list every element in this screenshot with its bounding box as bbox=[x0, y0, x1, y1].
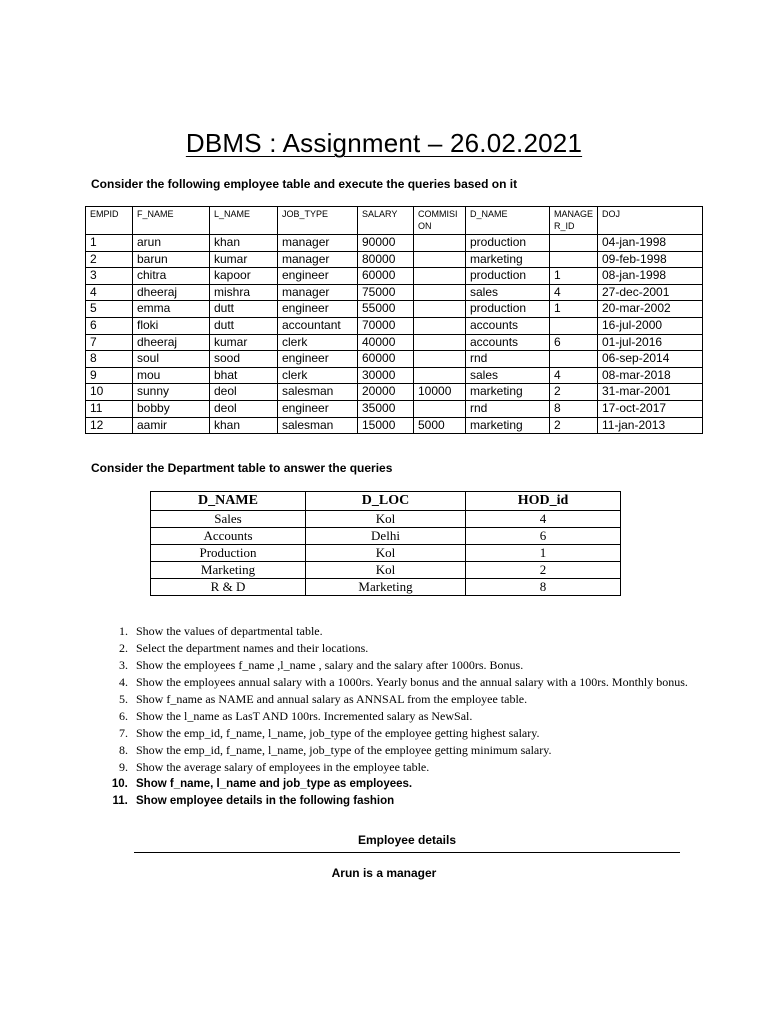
employee-table-header bbox=[86, 207, 703, 235]
table-cell: 2 bbox=[86, 251, 133, 268]
table-cell: dheeraj bbox=[133, 334, 210, 351]
table-cell: deol bbox=[210, 384, 278, 401]
table-cell: 60000 bbox=[358, 268, 414, 285]
table-cell: 4 bbox=[86, 284, 133, 301]
table-cell: 70000 bbox=[358, 317, 414, 334]
table-cell: dutt bbox=[210, 317, 278, 334]
table-cell: engineer bbox=[278, 400, 358, 417]
list-item: 8. Show the emp_id, f_name, l_name, job_type of the employee getting minimum salary. bbox=[131, 742, 691, 759]
table-cell: 11-jan-2013 bbox=[598, 417, 703, 434]
table-cell: mishra bbox=[210, 284, 278, 301]
table-cell: 27-dec-2001 bbox=[598, 284, 703, 301]
table-cell: manager bbox=[278, 251, 358, 268]
table-cell bbox=[414, 351, 466, 368]
table-cell bbox=[550, 317, 598, 334]
table-cell: Marketing bbox=[306, 579, 466, 596]
list-item: 7. Show the emp_id, f_name, l_name, job_type of the employee getting highest salary. bbox=[131, 725, 691, 742]
list-item: 10. Show f_name, l_name and job_type as employees. bbox=[131, 776, 691, 793]
table-cell: sales bbox=[466, 367, 550, 384]
table-cell: 16-jul-2000 bbox=[598, 317, 703, 334]
table-cell: soul bbox=[133, 351, 210, 368]
table-row bbox=[86, 301, 703, 318]
table-cell bbox=[414, 284, 466, 301]
table-cell: manager bbox=[278, 284, 358, 301]
table-row bbox=[86, 251, 703, 268]
list-item: 4. Show the employees annual salary with a 1000rs. Yearly bonus and the annual salary with a 100rs. Monthly bonus. bbox=[131, 674, 691, 691]
table-cell: 2 bbox=[550, 417, 598, 434]
table-row bbox=[151, 579, 621, 596]
page-title bbox=[0, 128, 768, 159]
table-cell: 20000 bbox=[358, 384, 414, 401]
table-cell: barun bbox=[133, 251, 210, 268]
table-cell: 6 bbox=[550, 334, 598, 351]
table-cell: Kol bbox=[306, 545, 466, 562]
table-cell: 75000 bbox=[358, 284, 414, 301]
table-cell bbox=[414, 301, 466, 318]
table-cell: rnd bbox=[466, 351, 550, 368]
table-cell: 90000 bbox=[358, 235, 414, 252]
table-row bbox=[151, 511, 621, 528]
table-cell: deol bbox=[210, 400, 278, 417]
table-cell: 35000 bbox=[358, 400, 414, 417]
employee-column-header: EMPID bbox=[86, 207, 133, 235]
table-cell: 1 bbox=[86, 235, 133, 252]
table-cell: accountant bbox=[278, 317, 358, 334]
table-cell: Kol bbox=[306, 562, 466, 579]
table-cell: 8 bbox=[550, 400, 598, 417]
query-list bbox=[110, 623, 691, 810]
table-cell: production bbox=[466, 235, 550, 252]
list-item: 1. Show the values of departmental table. bbox=[131, 623, 691, 640]
department-column-header: D_NAME bbox=[151, 492, 306, 511]
table-cell: 20-mar-2002 bbox=[598, 301, 703, 318]
table-cell: marketing bbox=[466, 417, 550, 434]
example-caption: Employee details bbox=[357, 833, 457, 847]
table-cell bbox=[414, 334, 466, 351]
table-cell: 6 bbox=[466, 528, 621, 545]
table-cell: chitra bbox=[133, 268, 210, 285]
table-cell: aamir bbox=[133, 417, 210, 434]
table-cell: 15000 bbox=[358, 417, 414, 434]
list-item: 2. Select the department names and their locations. bbox=[131, 640, 691, 657]
table-cell: marketing bbox=[466, 251, 550, 268]
table-row bbox=[151, 545, 621, 562]
table-cell: Kol bbox=[306, 511, 466, 528]
list-item: 6. Show the l_name as LasT AND 100rs. Incremented salary as NewSal. bbox=[131, 708, 691, 725]
department-column-header: D_LOC bbox=[306, 492, 466, 511]
table-cell: Production bbox=[151, 545, 306, 562]
table-cell bbox=[414, 367, 466, 384]
table-cell: arun bbox=[133, 235, 210, 252]
example-row: Arun is a manager bbox=[331, 866, 437, 880]
table-cell bbox=[414, 251, 466, 268]
table-cell: dutt bbox=[210, 301, 278, 318]
table-cell bbox=[550, 351, 598, 368]
table-row bbox=[86, 351, 703, 368]
employee-table-intro: Consider the following employee table and execute the queries based on it bbox=[91, 177, 518, 191]
table-cell: R & D bbox=[151, 579, 306, 596]
table-cell: 31-mar-2001 bbox=[598, 384, 703, 401]
table-cell: 2 bbox=[550, 384, 598, 401]
table-cell: 12 bbox=[86, 417, 133, 434]
table-cell: 10000 bbox=[414, 384, 466, 401]
table-cell: rnd bbox=[466, 400, 550, 417]
table-cell: 01-jul-2016 bbox=[598, 334, 703, 351]
table-cell: 17-oct-2017 bbox=[598, 400, 703, 417]
table-cell: khan bbox=[210, 235, 278, 252]
table-cell bbox=[414, 268, 466, 285]
title-text: DBMS : Assignment – 26.02.2021 bbox=[185, 128, 583, 158]
table-cell: accounts bbox=[466, 317, 550, 334]
table-cell: clerk bbox=[278, 334, 358, 351]
table-cell: 7 bbox=[86, 334, 133, 351]
table-row bbox=[86, 367, 703, 384]
table-cell: salesman bbox=[278, 384, 358, 401]
department-table bbox=[150, 491, 621, 596]
table-cell: Marketing bbox=[151, 562, 306, 579]
table-cell: 09-feb-1998 bbox=[598, 251, 703, 268]
table-row bbox=[151, 528, 621, 545]
table-cell: Delhi bbox=[306, 528, 466, 545]
table-cell: engineer bbox=[278, 268, 358, 285]
table-cell: mou bbox=[133, 367, 210, 384]
table-cell: 06-sep-2014 bbox=[598, 351, 703, 368]
list-item: 11. Show employee details in the following fashion bbox=[131, 793, 691, 810]
table-cell: 10 bbox=[86, 384, 133, 401]
table-row bbox=[86, 384, 703, 401]
table-cell: salesman bbox=[278, 417, 358, 434]
employee-column-header: MANAGER_ID bbox=[550, 207, 598, 235]
table-cell: bobby bbox=[133, 400, 210, 417]
table-row bbox=[86, 400, 703, 417]
list-item: 5. Show f_name as NAME and annual salary as ANNSAL from the employee table. bbox=[131, 691, 691, 708]
table-cell: 40000 bbox=[358, 334, 414, 351]
table-cell: 55000 bbox=[358, 301, 414, 318]
table-cell: 80000 bbox=[358, 251, 414, 268]
example-divider bbox=[134, 852, 680, 853]
list-item: 9. Show the average salary of employees in the employee table. bbox=[131, 759, 691, 776]
table-cell: floki bbox=[133, 317, 210, 334]
department-table-header bbox=[151, 492, 621, 511]
table-row bbox=[86, 268, 703, 285]
table-cell: 4 bbox=[550, 284, 598, 301]
table-cell: manager bbox=[278, 235, 358, 252]
table-cell: 5 bbox=[86, 301, 133, 318]
table-cell: marketing bbox=[466, 384, 550, 401]
table-cell: kumar bbox=[210, 334, 278, 351]
table-cell: 6 bbox=[86, 317, 133, 334]
table-cell: accounts bbox=[466, 334, 550, 351]
table-cell: clerk bbox=[278, 367, 358, 384]
table-cell: 04-jan-1998 bbox=[598, 235, 703, 252]
employee-column-header: SALARY bbox=[358, 207, 414, 235]
employee-column-header: DOJ bbox=[598, 207, 703, 235]
table-cell: khan bbox=[210, 417, 278, 434]
department-column-header: HOD_id bbox=[466, 492, 621, 511]
table-cell: 08-mar-2018 bbox=[598, 367, 703, 384]
table-cell: emma bbox=[133, 301, 210, 318]
table-cell: 1 bbox=[550, 268, 598, 285]
table-row bbox=[151, 562, 621, 579]
table-cell: 60000 bbox=[358, 351, 414, 368]
table-cell: bhat bbox=[210, 367, 278, 384]
table-cell: sunny bbox=[133, 384, 210, 401]
employee-column-header: D_NAME bbox=[466, 207, 550, 235]
table-row bbox=[86, 317, 703, 334]
table-cell: 2 bbox=[466, 562, 621, 579]
table-cell: engineer bbox=[278, 301, 358, 318]
table-cell bbox=[550, 251, 598, 268]
employee-table bbox=[85, 206, 703, 434]
table-row bbox=[86, 284, 703, 301]
table-cell: 8 bbox=[86, 351, 133, 368]
table-cell: production bbox=[466, 301, 550, 318]
table-cell: 30000 bbox=[358, 367, 414, 384]
table-cell: kumar bbox=[210, 251, 278, 268]
table-cell: sood bbox=[210, 351, 278, 368]
table-cell: 9 bbox=[86, 367, 133, 384]
table-cell: 08-jan-1998 bbox=[598, 268, 703, 285]
table-cell: 3 bbox=[86, 268, 133, 285]
table-cell: production bbox=[466, 268, 550, 285]
table-cell: dheeraj bbox=[133, 284, 210, 301]
table-cell: 5000 bbox=[414, 417, 466, 434]
table-cell: 4 bbox=[550, 367, 598, 384]
table-cell: 11 bbox=[86, 400, 133, 417]
table-cell: sales bbox=[466, 284, 550, 301]
table-cell: Sales bbox=[151, 511, 306, 528]
table-cell bbox=[414, 235, 466, 252]
table-cell: engineer bbox=[278, 351, 358, 368]
table-row bbox=[86, 235, 703, 252]
table-row bbox=[86, 417, 703, 434]
department-table-intro: Consider the Department table to answer the queries bbox=[91, 461, 393, 475]
employee-column-header: F_NAME bbox=[133, 207, 210, 235]
table-cell: 1 bbox=[550, 301, 598, 318]
table-cell: Accounts bbox=[151, 528, 306, 545]
table-cell bbox=[414, 400, 466, 417]
table-cell: 1 bbox=[466, 545, 621, 562]
table-row bbox=[86, 334, 703, 351]
employee-column-header: COMMISION bbox=[414, 207, 466, 235]
table-cell bbox=[414, 317, 466, 334]
employee-column-header: L_NAME bbox=[210, 207, 278, 235]
table-cell: 4 bbox=[466, 511, 621, 528]
table-cell bbox=[550, 235, 598, 252]
list-item: 3. Show the employees f_name ,l_name , salary and the salary after 1000rs. Bonus. bbox=[131, 657, 691, 674]
table-cell: 8 bbox=[466, 579, 621, 596]
employee-column-header: JOB_TYPE bbox=[278, 207, 358, 235]
table-cell: kapoor bbox=[210, 268, 278, 285]
